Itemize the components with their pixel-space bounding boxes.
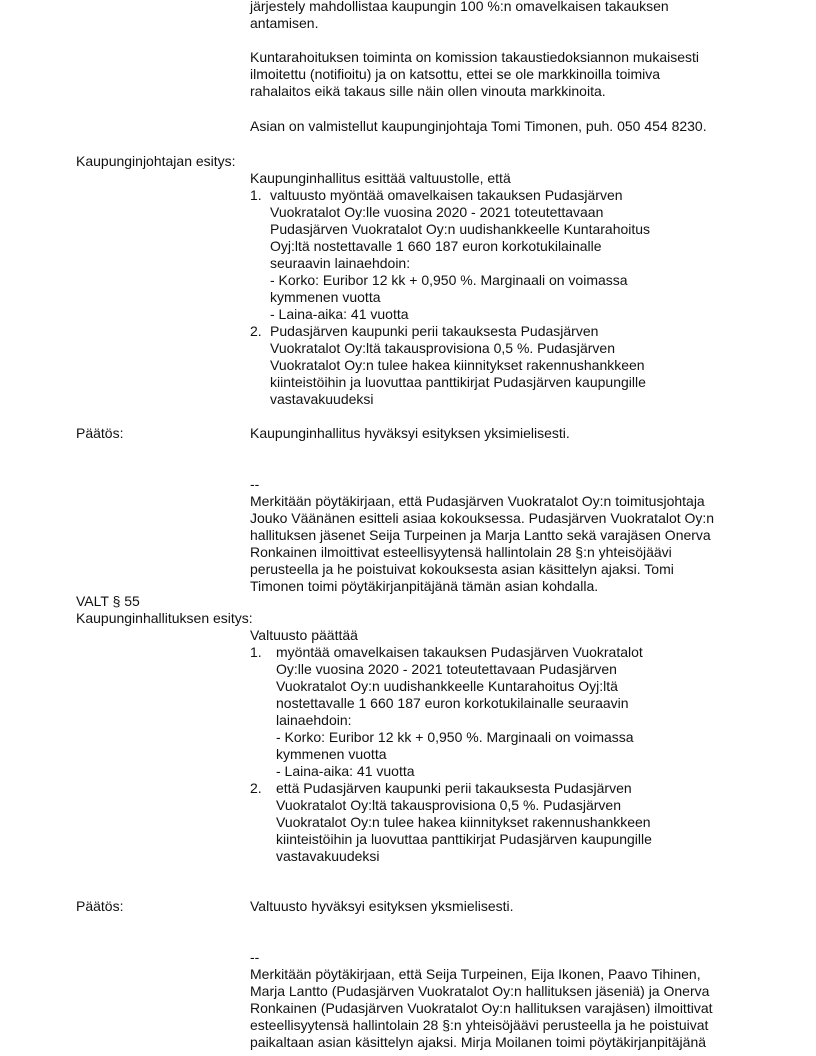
text-line: Merkitään pöytäkirjaan, että Seija Turpeinen, Eija Ikonen, Paavo Tihinen,	[250, 966, 701, 982]
text-line: seuraavin lainaehdoin:	[270, 255, 411, 271]
list-number: 1.	[250, 187, 262, 203]
text-line: perusteella ja he poistuivat kokouksesta asian käsittelyn ajaksi. Tomi	[250, 561, 674, 577]
text-line: Vuokratalot Oy:ltä takausprovisiona 0,5 %. Pudasjärven	[276, 797, 622, 813]
text-line: kymmenen vuotta	[276, 746, 387, 762]
text-line: myöntää omavelkaisen takauksen Pudasjärven Vuokratalot	[276, 644, 643, 660]
kh-esitys-body	[250, 627, 750, 865]
kh-esitys-list	[250, 644, 750, 865]
text-line: antamisen.	[250, 15, 319, 31]
text-line: Kuntarahoituksen toiminta on komission takaustiedoksiannon mukaisesti	[250, 49, 700, 65]
intro-paragraph-3: Asian on valmistellut kaupunginjohtaja Tomi Timonen, puh. 050 454 8230.	[250, 118, 707, 134]
text-line: Vuokratalot Oy:ltä takausprovisiona 0,5 %. Pudasjärven	[270, 340, 616, 356]
text-line: Timonen toimi pöytäkirjanpitäjänä tämän asian kohdalla.	[250, 578, 599, 594]
separator-dash: --	[250, 949, 260, 965]
text-line: Ronkainen (Pudasjärven Vuokratalot Oy:n hallituksen varajäsen) ilmoittivat	[250, 1000, 713, 1016]
text-line: Pudasjärven kaupunki perii takauksesta Pudasjärven	[270, 323, 599, 339]
text-line: valtuusto myöntää omavelkaisen takauksen Pudasjärven	[270, 187, 623, 203]
separator-dash: --	[250, 476, 260, 492]
text-line: - Korko: Euribor 12 kk + 0,950 %. Marginaali on voimassa	[276, 729, 634, 745]
valt-paatos-label: Päätös:	[76, 898, 124, 914]
list-number: 2.	[250, 780, 262, 796]
kh-paatos-note	[250, 476, 770, 595]
list-item	[250, 187, 750, 323]
text-line: rahalaitos eikä takaus sille näin ollen vinouta markkinoita.	[250, 83, 606, 99]
kh-esitys-label: Kaupunginhallituksen esitys:	[76, 610, 253, 626]
text-line: Marja Lantto (Pudasjärven Vuokratalot Oy:n hallituksen jäseniä) ja Onerva	[250, 983, 710, 999]
text-line: - Korko: Euribor 12 kk + 0,950 %. Marginaali on voimassa	[270, 272, 628, 288]
kh-paatos-label: Päätös:	[76, 425, 124, 441]
kj-esitys-label: Kaupunginjohtajan esitys:	[76, 153, 236, 169]
text-line: Ronkainen ilmoittivat esteellisyytensä hallintolain 28 §:n yhteisöjäävi	[250, 544, 672, 560]
intro-paragraph-1	[250, 0, 750, 32]
list-number: 1.	[250, 644, 262, 660]
text-line: vastavakuudeksi	[276, 848, 380, 864]
text-line: lainaehdoin:	[276, 712, 352, 728]
intro-paragraph-2	[250, 49, 750, 100]
list-item	[250, 644, 750, 780]
text-line: Vuokratalot Oy:n tulee hakea kiinnitykset rakennushankkeen	[270, 357, 645, 373]
text-line: ilmoitettu (notifioitu) ja on katsottu, ettei se ole markkinoilla toimiva	[250, 66, 661, 82]
kh-paatos-text: Kaupunginhallitus hyväksyi esityksen yksimielisesti.	[250, 425, 570, 441]
kj-esitys-lead: Kaupunginhallitus esittää valtuustolle, että	[250, 170, 511, 186]
text-line: esteellisyytensä hallintolain 28 §:n yhteisöjäävi perusteella ja he poistuivat	[250, 1017, 709, 1033]
text-line: Vuokratalot Oy:n uudishankkeelle Kuntarahoitus Oyj:ltä	[276, 678, 618, 694]
kh-esitys-lead: Valtuusto päättää	[250, 627, 358, 643]
text-line: Vuokratalot Oy:n tulee hakea kiinnitykset rakennushankkeen	[276, 814, 651, 830]
text-line: Oyj:ltä nostettavalle 1 660 187 euron korkotukilainalle	[270, 238, 602, 254]
text-line: kiinteistöihin ja luovuttaa panttikirjat Pudasjärven kaupungille	[276, 831, 652, 847]
list-item	[250, 780, 750, 865]
kj-esitys-list	[250, 187, 750, 408]
text-line: paikaltaan asian käsittelyn ajaksi. Mirja Moilanen toimi pöytäkirjanpitäjänä	[250, 1034, 707, 1050]
text-line: järjestely mahdollistaa kaupungin 100 %:n omavelkaisen takauksen	[250, 0, 669, 14]
text-line: - Laina-aika: 41 vuotta	[276, 763, 415, 779]
text-line: vastavakuudeksi	[270, 391, 374, 407]
text-line: Pudasjärven Vuokratalot Oy:n uudishankkeelle Kuntarahoitus	[270, 221, 651, 237]
list-number: 2.	[250, 323, 262, 339]
list-item	[250, 323, 750, 408]
text-line: kymmenen vuotta	[270, 289, 381, 305]
text-line: että Pudasjärven kaupunki perii takauksesta Pudasjärven	[276, 780, 632, 796]
text-line: Jouko Väänänen esitteli asiaa kokouksessa. Pudasjärven Vuokratalot Oy:n	[250, 510, 715, 526]
text-line: Vuokratalot Oy:lle vuosina 2020 - 2021 toteutettavaan	[270, 204, 604, 220]
text-line: hallituksen jäsenet Seija Turpeinen ja Marja Lantto sekä varajäsen Onerva	[250, 527, 711, 543]
text-line: nostettavalle 1 660 187 euron korkotukilainalle seuraavin	[276, 695, 629, 711]
text-line: Oy:lle vuosina 2020 - 2021 toteutettavaan Pudasjärven	[276, 661, 617, 677]
valt-paatos-note	[250, 949, 770, 1051]
text-line: Merkitään pöytäkirjaan, että Pudasjärven Vuokratalot Oy:n toimitusjohtaja	[250, 493, 705, 509]
kj-esitys-body	[250, 170, 750, 408]
valt-paatos-text: Valtuusto hyväksyi esityksen yksmielisesti.	[250, 898, 514, 914]
valt-section-heading: VALT § 55	[76, 593, 140, 609]
text-line: - Laina-aika: 41 vuotta	[270, 306, 409, 322]
text-line: kiinteistöihin ja luovuttaa panttikirjat Pudasjärven kaupungille	[270, 374, 646, 390]
